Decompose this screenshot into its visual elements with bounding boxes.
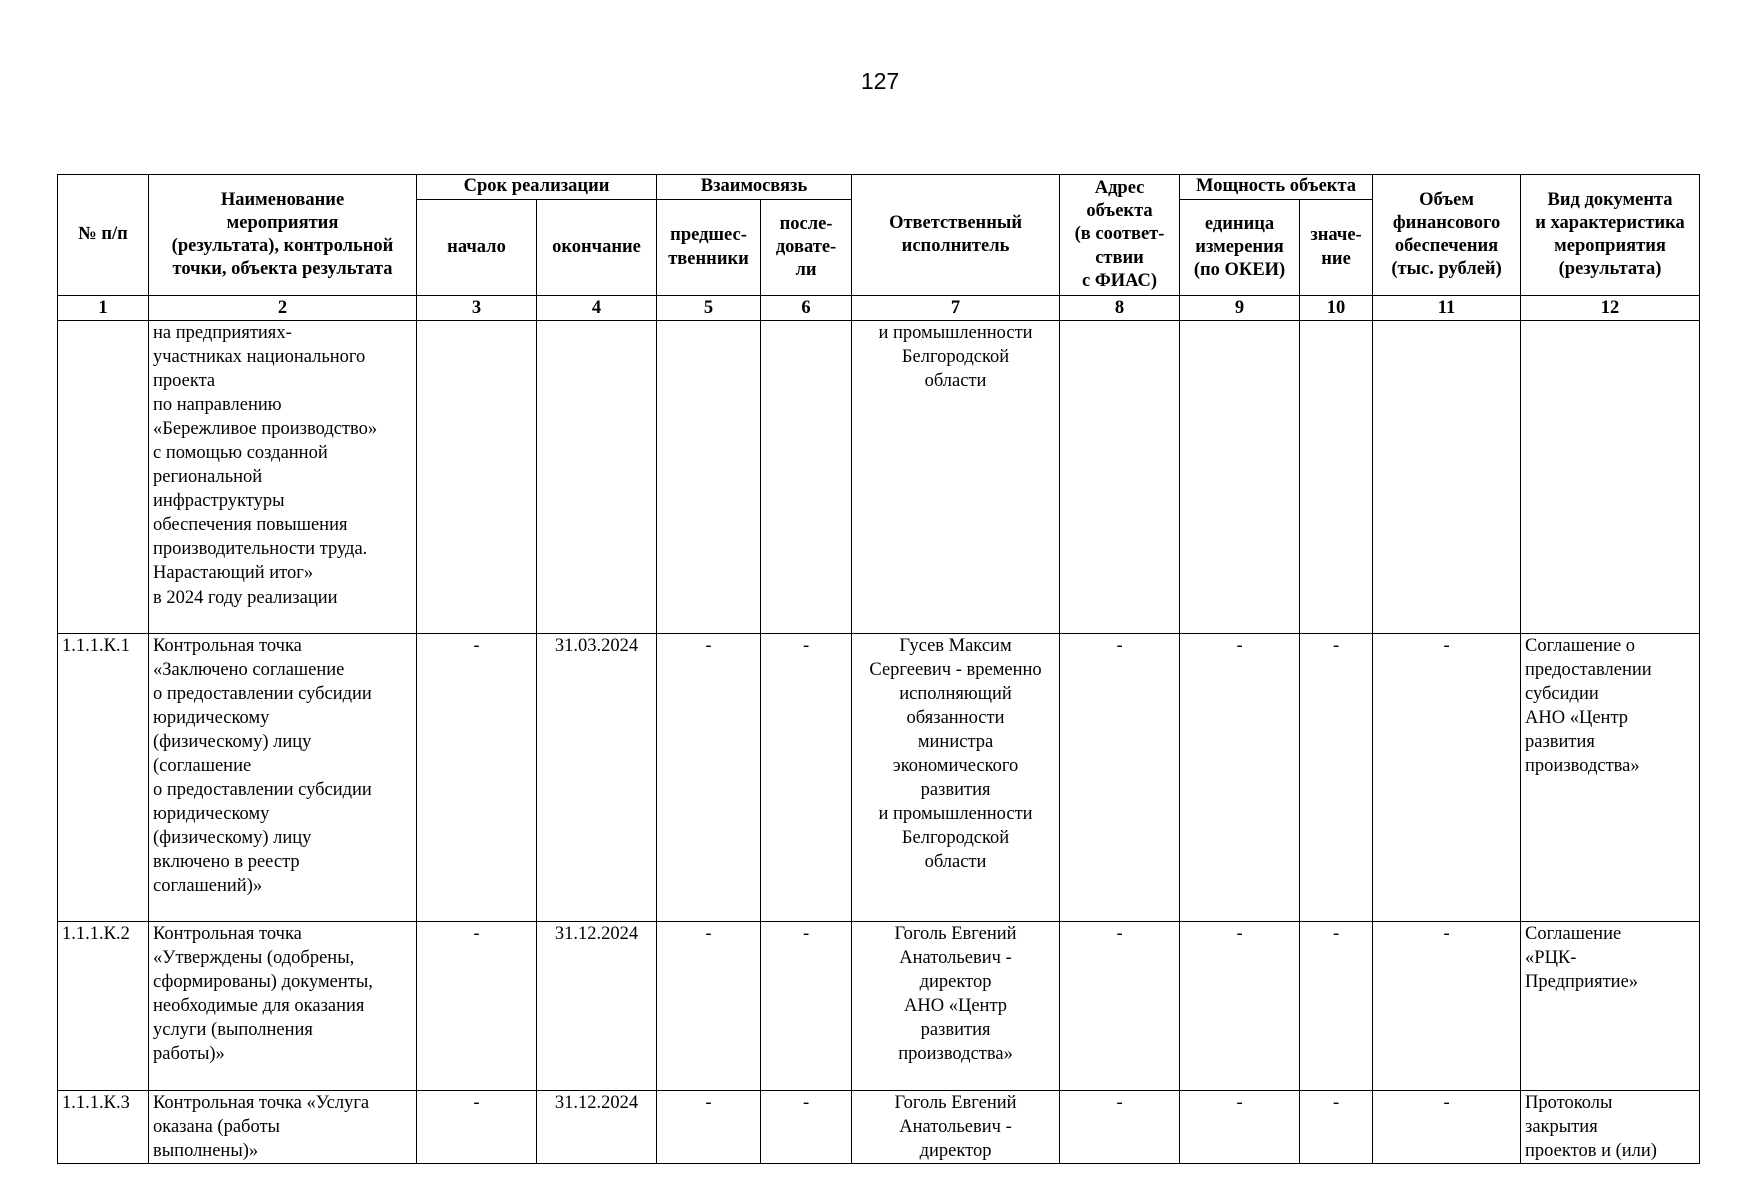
column-number: 6 (761, 296, 852, 321)
table-row (58, 1091, 1700, 1164)
finance-volume (1373, 321, 1521, 634)
object-address: - (1060, 634, 1180, 922)
column-numbers-row (58, 296, 1700, 321)
header-capacity-value: значе- ние (1300, 200, 1373, 296)
link-prev: - (657, 922, 761, 1091)
finance-volume: - (1373, 922, 1521, 1091)
column-number: 9 (1180, 296, 1300, 321)
activity-plan-table (57, 174, 1700, 1164)
finance-volume: - (1373, 1091, 1521, 1164)
header-term-start: начало (417, 200, 537, 296)
object-address (1060, 321, 1180, 634)
activity-name: Контрольная точка «Услуга оказана (работы выполнены)» (149, 1091, 417, 1164)
capacity-unit: - (1180, 1091, 1300, 1164)
row-number: 1.1.1.К.2 (58, 922, 149, 1091)
term-start (417, 321, 537, 634)
header-capacity-group: Мощность объекта (1180, 175, 1373, 200)
link-prev: - (657, 634, 761, 922)
column-number: 7 (852, 296, 1060, 321)
header-link-next: после- довате- ли (761, 200, 852, 296)
header-activity-name: Наименование мероприятия (результата), контрольной точки, объекта результата (149, 175, 417, 296)
header-term-group: Срок реализации (417, 175, 657, 200)
header-term-end: окончание (537, 200, 657, 296)
capacity-value: - (1300, 634, 1373, 922)
link-next (761, 321, 852, 634)
term-start: - (417, 922, 537, 1091)
activity-name: Контрольная точка «Заключено соглашение о предоставлении субсидии юридическому (физическому) лицу (соглашение о предоставлении субсидии юридическому (физическому) лицу включено в реестр соглашений)» (149, 634, 417, 922)
header-link-prev: предшес- твенники (657, 200, 761, 296)
row-number: 1.1.1.К.1 (58, 634, 149, 922)
responsible-person: Гусев Максим Сергеевич - временно исполняющий обязанности министра экономического развития и промышленности Белгородской области (852, 634, 1060, 922)
responsible-person: Гоголь Евгений Анатольевич - директор АНО «Центр развития производства» (852, 922, 1060, 1091)
column-number: 2 (149, 296, 417, 321)
capacity-value: - (1300, 922, 1373, 1091)
link-prev (657, 321, 761, 634)
column-number: 8 (1060, 296, 1180, 321)
column-number: 3 (417, 296, 537, 321)
header-finance: Объем финансового обеспечения (тыс. рублей) (1373, 175, 1521, 296)
page-number: 127 (860, 68, 900, 94)
header-responsible: Ответственный исполнитель (852, 175, 1060, 296)
table-row (58, 321, 1700, 634)
capacity-unit (1180, 321, 1300, 634)
term-start: - (417, 634, 537, 922)
table-row (58, 922, 1700, 1091)
link-next: - (761, 922, 852, 1091)
table-header (58, 175, 1700, 321)
column-number: 4 (537, 296, 657, 321)
finance-volume: - (1373, 634, 1521, 922)
row-number (58, 321, 149, 634)
term-start: - (417, 1091, 537, 1164)
row-number: 1.1.1.К.3 (58, 1091, 149, 1164)
column-number: 10 (1300, 296, 1373, 321)
responsible-person: и промышленности Белгородской области (852, 321, 1060, 634)
term-end: 31.03.2024 (537, 634, 657, 922)
object-address: - (1060, 1091, 1180, 1164)
header-link-group: Взаимосвязь (657, 175, 852, 200)
column-number: 12 (1521, 296, 1700, 321)
document-type (1521, 321, 1700, 634)
capacity-unit: - (1180, 634, 1300, 922)
header-capacity-unit: единица измерения (по ОКЕИ) (1180, 200, 1300, 296)
responsible-person: Гоголь Евгений Анатольевич - директор (852, 1091, 1060, 1164)
activity-name: на предприятиях- участниках национального проекта по направлению «Бережливое производство» с помощью созданной региональной инфраструктуры обеспечения повышения производительности труда. Нарастающий итог» в 2024 году реализации (149, 321, 417, 634)
activity-name: Контрольная точка «Утверждены (одобрены, сформированы) документы, необходимые для оказания услуги (выполнения работы)» (149, 922, 417, 1091)
term-end: 31.12.2024 (537, 922, 657, 1091)
capacity-unit: - (1180, 922, 1300, 1091)
header-doc-type: Вид документа и характеристика мероприятия (результата) (1521, 175, 1700, 296)
table-row (58, 634, 1700, 922)
document-type: Соглашение «РЦК- Предприятие» (1521, 922, 1700, 1091)
header-number: № п/п (58, 175, 149, 296)
header-address: Адрес объекта (в соответ- ствии с ФИАС) (1060, 175, 1180, 296)
link-prev: - (657, 1091, 761, 1164)
object-address: - (1060, 922, 1180, 1091)
document-type: Соглашение о предоставлении субсидии АНО «Центр развития производства» (1521, 634, 1700, 922)
column-number: 1 (58, 296, 149, 321)
capacity-value (1300, 321, 1373, 634)
link-next: - (761, 634, 852, 922)
capacity-value: - (1300, 1091, 1373, 1164)
term-end (537, 321, 657, 634)
document-type: Протоколы закрытия проектов и (или) (1521, 1091, 1700, 1164)
term-end: 31.12.2024 (537, 1091, 657, 1164)
link-next: - (761, 1091, 852, 1164)
column-number: 5 (657, 296, 761, 321)
column-number: 11 (1373, 296, 1521, 321)
